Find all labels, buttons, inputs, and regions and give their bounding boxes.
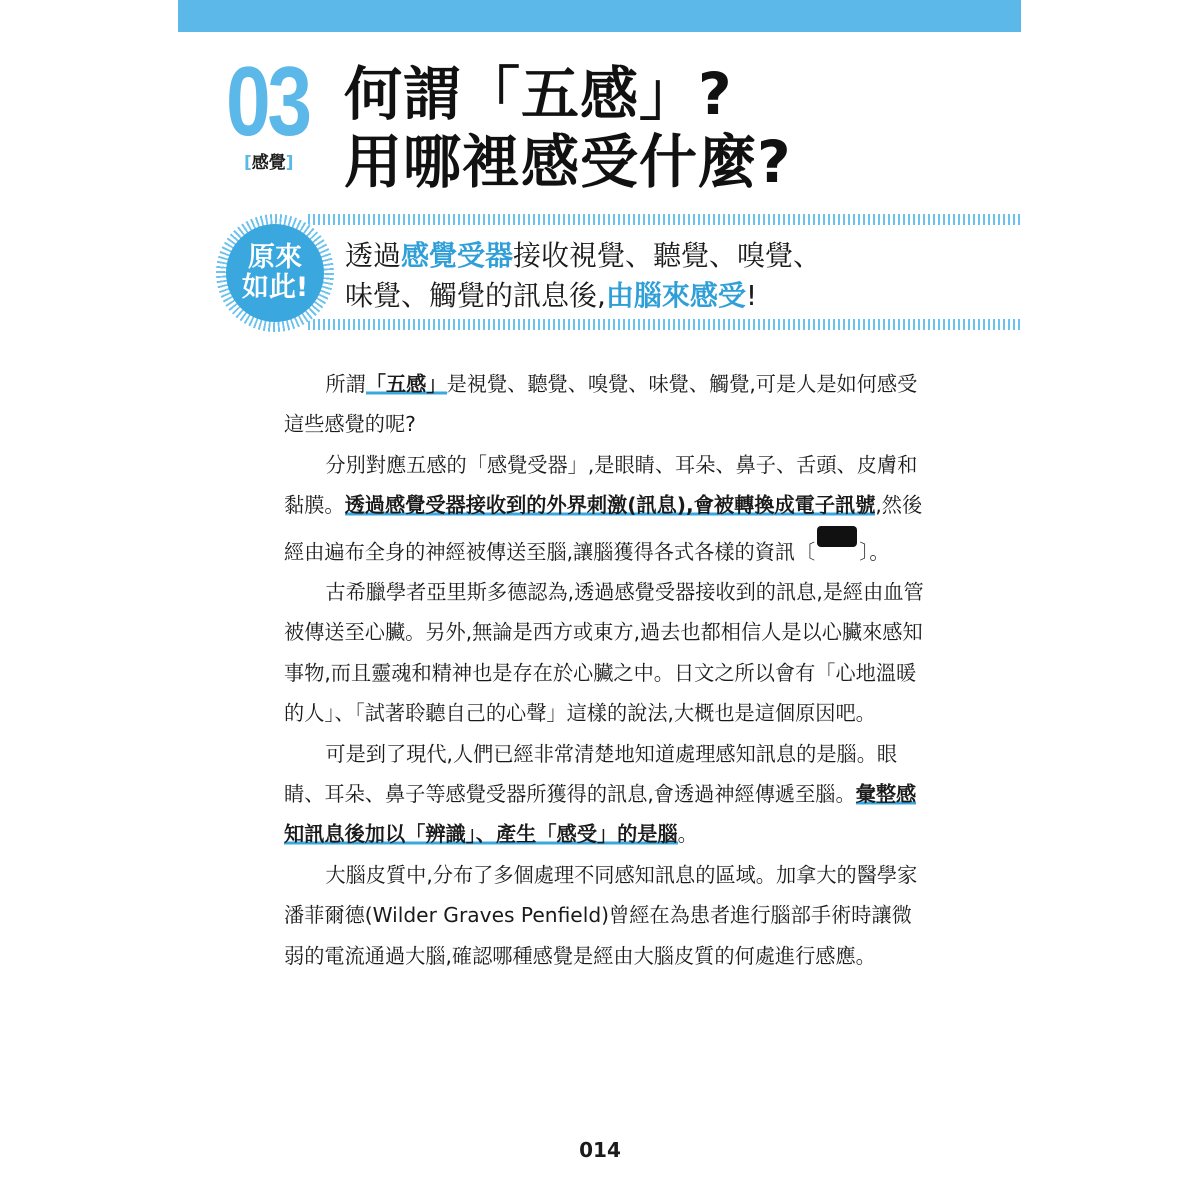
chapter-number: 03 — [226, 46, 309, 156]
p4-a: 可是到了現代,人們已經非常清楚地知道處理感知訊息的是腦。眼睛、耳朵、鼻子等感覺受器所獲得的訊息,會透過神經傳遞至腦。 — [284, 741, 898, 807]
badge-line-1: 原來 — [248, 242, 302, 273]
summary-line1-a: 透過 — [345, 239, 402, 272]
paragraph-2 — [284, 445, 928, 572]
p1-a: 所謂 — [325, 372, 366, 396]
paragraph-3: 古希臘學者亞里斯多德認為,透過感覺受器接收到的訊息,是經由血管被傳送至心臟。另外,無論是西方或東方,過去也都相信人是以心臟來感知事物,而且靈魂和精神也是存在於心臟之中。日文之所以會有「心地溫暖的人」、「試著聆聽自己的心聲」這樣的說法,大概也是這個原因吧。 — [284, 580, 924, 726]
summary-text — [345, 236, 821, 316]
paragraph-1 — [284, 364, 928, 445]
p2-c: 〕。 — [859, 539, 890, 564]
summary-line1-b: 接收視覺、聽覺、嗅覺、 — [513, 239, 822, 272]
chapter-tag-label: 感覺 — [251, 153, 286, 173]
p2-b: ,然後經由遍布全身的神經被傳送至腦,讓腦獲得各式各樣的資訊〔 — [284, 493, 923, 564]
body-text — [284, 364, 928, 976]
page-title — [344, 60, 792, 196]
right-figure-icon: 右圖 — [817, 526, 857, 547]
title-line-2: 用哪裡感受什麼? — [344, 128, 792, 196]
aha-badge — [226, 224, 324, 322]
hatch-bottom — [308, 319, 1022, 330]
summary-line-1 — [345, 236, 821, 276]
summary-line1-highlight: 感覺受器 — [401, 239, 514, 272]
p1-b: 是視覺、聽覺、嗅覺、味覺、觸覺,可是人是如何感受這些感覺的呢? — [284, 372, 918, 437]
summary-line2-highlight: 由腦來感受 — [605, 279, 746, 312]
top-color-bar — [178, 0, 1021, 32]
p4-b: 。 — [677, 822, 698, 847]
chapter-tag: [感覺] — [244, 153, 294, 173]
hatch-top — [308, 214, 1022, 225]
p1-term: 「五感」 — [365, 372, 447, 396]
summary-line-2 — [345, 276, 821, 316]
page-number: 014 — [579, 1138, 621, 1162]
paragraph-5: 大腦皮質中,分布了多個處理不同感知訊息的區域。加拿大的醫學家潘菲爾德(Wilder Graves Penfield)曾經在為患者進行腦部手術時讓微弱的電流通過大腦,確認哪種感覺是經由大腦皮質的何處進行感應。 — [284, 862, 918, 968]
badge-line-2: 如此! — [241, 272, 309, 303]
p2-highlight: 透過感覺受器接收到的外界刺激(訊息),會被轉換成電子訊號 — [344, 493, 876, 518]
p4-highlight: 彙整感知訊息後加以「辨識」、產生「感受」的是腦 — [284, 782, 917, 847]
summary-line2-b: ! — [745, 279, 758, 312]
summary-line2-a: 味覺、觸覺的訊息後, — [345, 279, 606, 312]
p2-a: 分別對應五感的「感覺受器」,是眼睛、耳朵、鼻子、舌頭、皮膚和黏膜。 — [284, 452, 918, 518]
paragraph-4 — [284, 734, 928, 855]
title-line-1: 何謂「五感」? — [344, 60, 733, 128]
